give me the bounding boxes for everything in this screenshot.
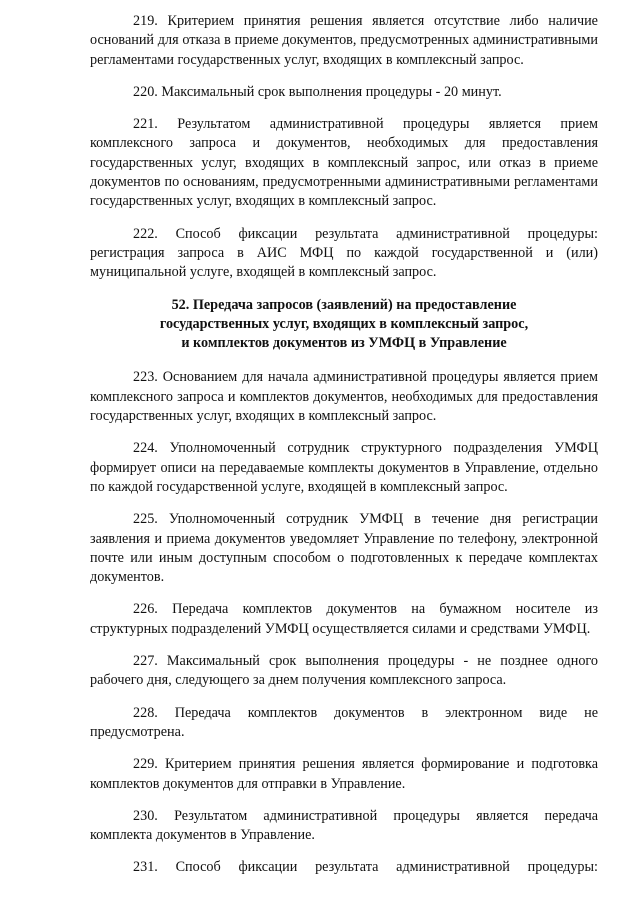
- paragraph-228: 228. Передача комплектов документов в электронном виде не предусмотрена.: [90, 704, 598, 740]
- section-heading-line-1: 52. Передача запросов (заявлений) на предоставление: [171, 296, 517, 313]
- paragraph-220: 220. Максимальный срок выполнения процедуры - 20 минут.: [133, 83, 502, 100]
- paragraph-224: 224. Уполномоченный сотрудник структурного подразделения УМФЦ формирует описи на передаваемые комплекты документов в Управление, отдельно по каждой государственной услуге, входящей в комплексный запрос.: [90, 440, 598, 495]
- paragraph-219: 219. Критерием принятия решения является отсутствие либо наличие оснований для отказа в приеме документов, предусмотренных административными регламентами государственных услуг, входящих в комплексный запрос.: [90, 13, 598, 68]
- paragraph-222: 222. Способ фиксации результата административной процедуры: регистрация запроса в АИС МФЦ по каждой государственной и (или) муниципальной услуге, входящей в комплексный запрос.: [90, 225, 598, 281]
- paragraph-230: 230. Результатом административной процедуры является передача комплекта документов в Управление.: [90, 807, 598, 844]
- section-heading-line-2: государственных услуг, входящих в комплексный запрос,: [159, 315, 529, 332]
- paragraph-229: 229. Критерием принятия решения является формирование и подготовка комплектов документов для отправки в Управление.: [90, 756, 598, 792]
- paragraph-225: 225. Уполномоченный сотрудник УМФЦ в течение дня регистрации заявления и приема документов уведомляет Управление по телефону, электронной почте или иным доступным способом о подготовленных к передаче комплектах документов.: [90, 511, 598, 586]
- paragraph-226: 226. Передача комплектов документов на бумажном носителе из структурных подразделений УМФЦ осуществляется силами и средствами УМФЦ.: [90, 601, 598, 637]
- paragraph-223: 223. Основанием для начала административной процедуры является прием комплексного запроса и комплектов документов, необходимых для предоставления государственных услуг, входящих в комплексный запрос.: [90, 369, 598, 425]
- paragraph-231-start: 231. Способ фиксации результата административной процедуры:: [133, 859, 598, 876]
- paragraph-227: 227. Максимальный срок выполнения процедуры - не позднее одного рабочего дня, следующего за днем получения комплексного запроса.: [90, 653, 598, 689]
- paragraph-221: 221. Результатом административной процедуры является прием комплексного запроса и документов, необходимых для предоставления государственных услуг, входящих в комплексный запрос, или отказ в приеме документов по основаниям, предусмотренными административными регламентами государственных услуг, входящих в комплексный запрос.: [90, 116, 598, 210]
- document-page: [90, 12, 598, 878]
- section-heading: [90, 296, 598, 354]
- section-heading-line-3: и комплектов документов из УМФЦ в Управление: [181, 335, 507, 352]
